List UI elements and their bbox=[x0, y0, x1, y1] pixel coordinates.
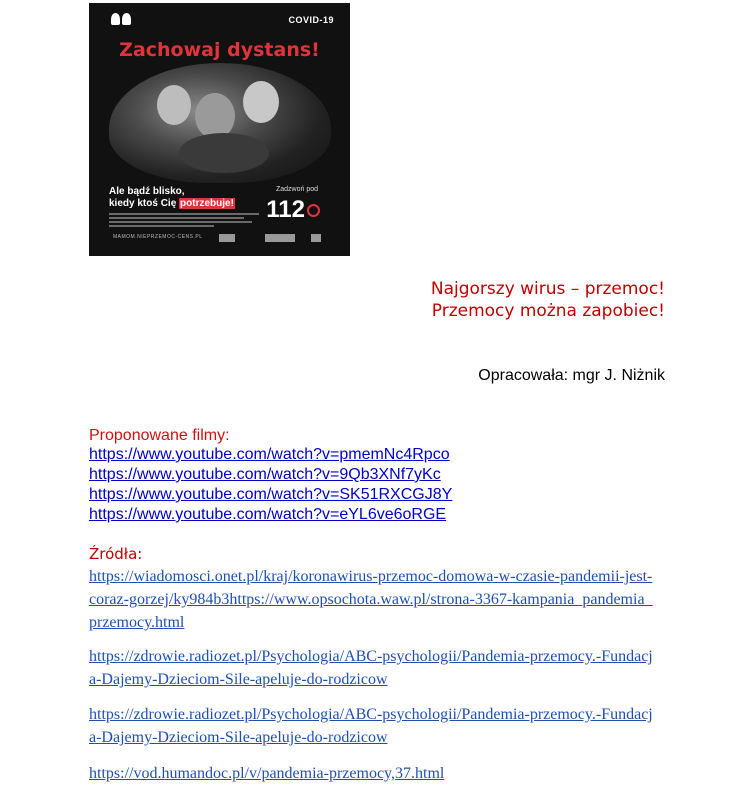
film-link[interactable]: https://www.youtube.com/watch?v=eYL6ve6oRGE bbox=[89, 506, 447, 523]
partner-logo-icon bbox=[265, 234, 295, 242]
phone-icon bbox=[307, 204, 320, 217]
partner-logo-icon bbox=[219, 234, 235, 242]
source-item bbox=[89, 703, 659, 749]
film-link[interactable]: https://www.youtube.com/watch?v=SK51RXCGJ8Y bbox=[89, 486, 453, 503]
source-item bbox=[89, 645, 659, 691]
poster-tagline-line1: Ale bądź blisko, bbox=[109, 186, 185, 197]
poster-covid-label: COVID-19 bbox=[288, 15, 334, 25]
foundation-logo-icon bbox=[111, 12, 141, 26]
source-item bbox=[89, 565, 659, 634]
films-heading: Proponowane filmy: bbox=[89, 427, 230, 444]
poster-tagline bbox=[109, 186, 235, 210]
poster-footer-url: MAMOM.NIEPRZEMOC-CENS.PL bbox=[113, 234, 203, 240]
slogan bbox=[431, 278, 665, 322]
poster-tagline-highlight: potrzebuje! bbox=[180, 198, 234, 209]
poster-call-number-text: 112 bbox=[266, 196, 305, 223]
poster-fineprint bbox=[109, 213, 259, 229]
poster-headline: Zachowaj dystans! bbox=[119, 39, 320, 61]
film-link[interactable]: https://www.youtube.com/watch?v=9Qb3XNf7yKc bbox=[89, 466, 441, 483]
poster-photo bbox=[109, 63, 331, 183]
source-item bbox=[89, 762, 659, 785]
sources-heading: Źródła: bbox=[89, 545, 143, 563]
films-list bbox=[89, 445, 452, 525]
source-link[interactable]: https://zdrowie.radiozet.pl/Psychologia/ABC-psychologii/Pandemia-przemocy.-Fundacja-Dajemy-Dzieciom-Sile-apeluje-do-rodzicow bbox=[89, 706, 653, 746]
poster-tagline-prefix: kiedy ktoś Cię bbox=[109, 198, 180, 209]
film-link[interactable]: https://www.youtube.com/watch?v=pmemNc4Rpco bbox=[89, 446, 450, 463]
slogan-line2: Przemocy można zapobiec! bbox=[431, 301, 665, 321]
poster-call-label: Zadzwoń pod bbox=[275, 186, 318, 193]
campaign-poster bbox=[89, 3, 350, 256]
source-link[interactable]: https://vod.humandoc.pl/v/pandemia-przemocy,37.html bbox=[89, 765, 445, 782]
partner-logo-icon bbox=[311, 234, 321, 242]
source-link[interactable]: https://wiadomosci.onet.pl/kraj/koronawirus-przemoc-domowa-w-czasie-pandemii-jest-coraz-gorzej/ky984b3https://www.opsochota.waw.pl/strona-3367-kampania_pandemia_przemocy.html bbox=[89, 568, 653, 631]
author-credit: Opracowała: mgr J. Niżnik bbox=[478, 367, 665, 384]
poster-call-number bbox=[266, 196, 320, 224]
source-link[interactable]: https://zdrowie.radiozet.pl/Psychologia/ABC-psychologii/Pandemia-przemocy.-Fundacja-Dajemy-Dzieciom-Sile-apeluje-do-rodzicow bbox=[89, 648, 653, 688]
poster-tagline-line2 bbox=[109, 198, 235, 210]
slogan-line1: Najgorszy wirus – przemoc! bbox=[430, 279, 665, 299]
